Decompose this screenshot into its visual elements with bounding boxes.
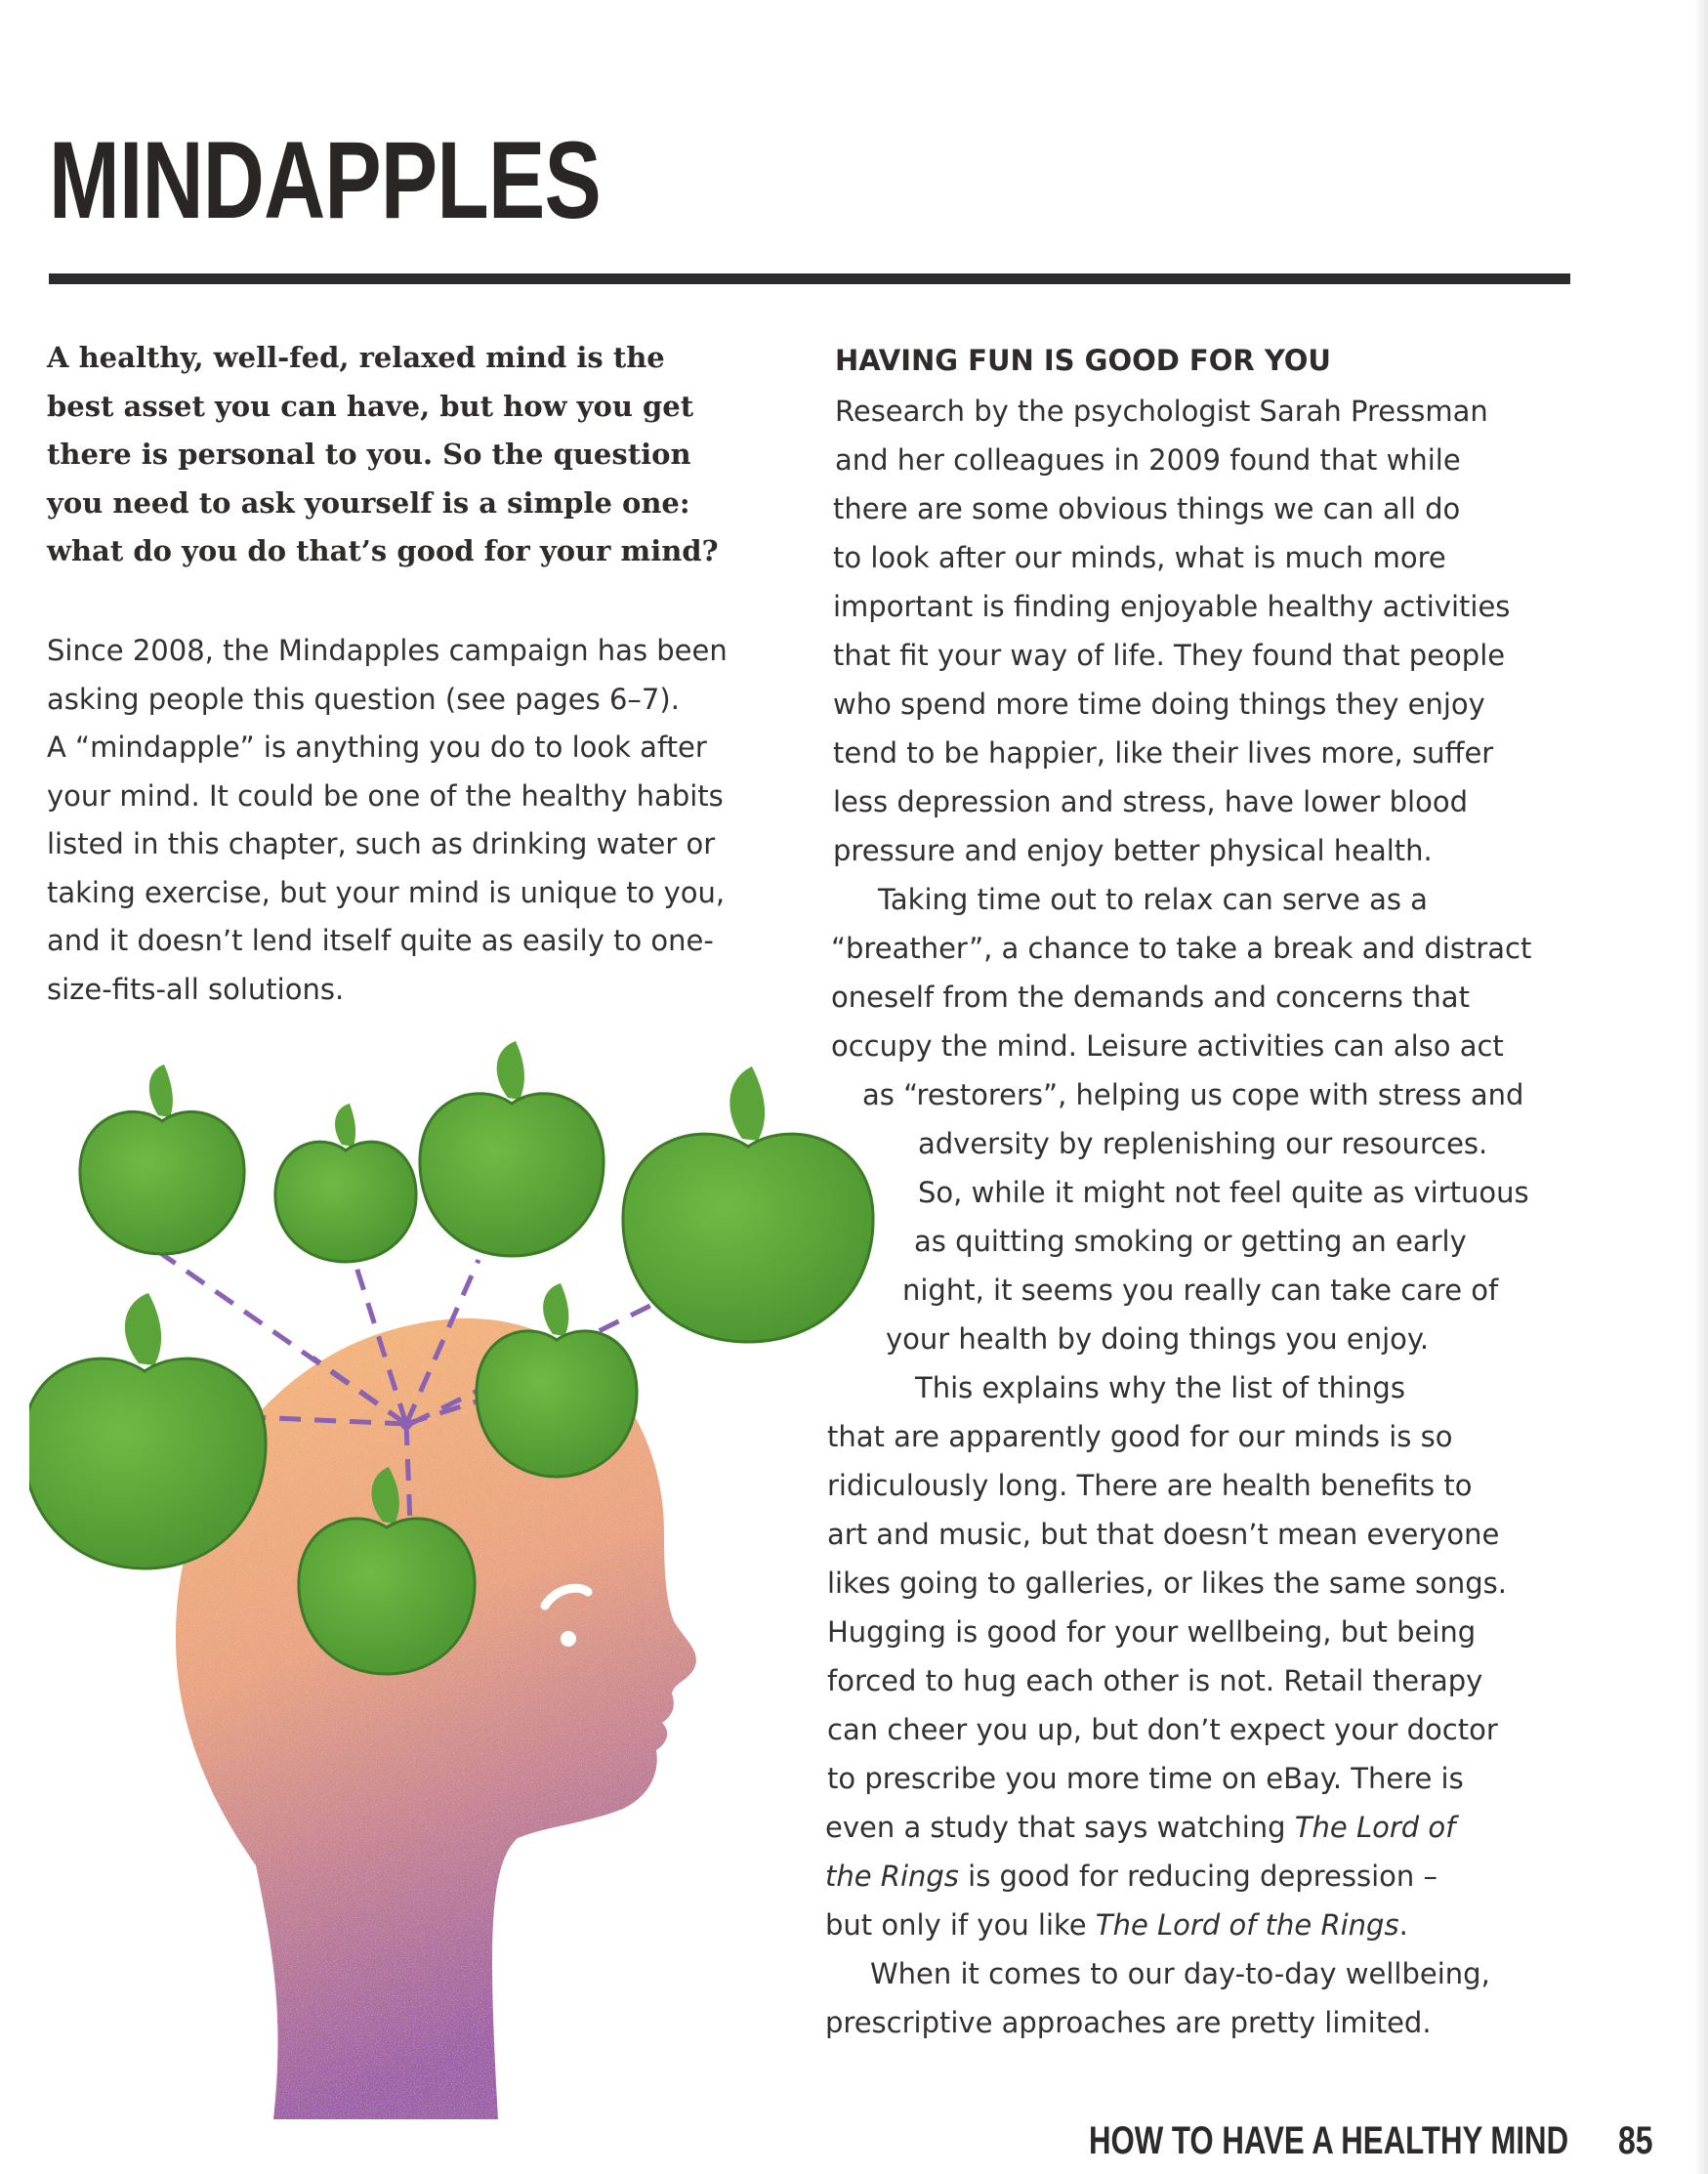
body-line [825, 1857, 1437, 1896]
body-line: important is finding enjoyable healthy activities [833, 590, 1511, 623]
body-line: adversity by replenishing our resources. [918, 1127, 1488, 1160]
page-title: MINDAPPLES [49, 119, 601, 241]
apple-icon [275, 1104, 416, 1262]
title-rule [49, 273, 1570, 284]
page-number: 85 [1618, 2119, 1653, 2162]
body-line: and it doesn’t lend itself quite as easily to one- [47, 924, 714, 957]
body-line: When it comes to our day-to-day wellbeing, [870, 1957, 1490, 1990]
lead-line: there is personal to you. So the question [47, 438, 691, 471]
running-footer-title: HOW TO HAVE A HEALTHY MIND [1089, 2119, 1569, 2162]
body-line: ridiculously long. There are health benefits to [827, 1469, 1473, 1502]
apple-icon [477, 1283, 637, 1477]
body-line: your health by doing things you enjoy. [886, 1322, 1430, 1356]
body-line: tend to be happier, like their lives more, suffer [833, 736, 1494, 770]
body-line: who spend more time doing things they enjoy [833, 688, 1485, 721]
apple-icon [623, 1066, 873, 1342]
body-text: but only if you like [825, 1908, 1096, 1942]
body-line: Research by the psychologist Sarah Pressman [835, 395, 1488, 428]
body-line: Taking time out to relax can serve as a [878, 883, 1428, 916]
body-line: taking exercise, but your mind is unique to you, [47, 875, 726, 909]
body-line: A “mindapple” is anything you do to look after [47, 731, 707, 764]
body-line [825, 1808, 1455, 1847]
body-line: “breather”, a chance to take a break and distract [831, 932, 1532, 965]
lead-line: best asset you can have, but how you get [47, 389, 694, 423]
body-line: forced to hug each other is not. Retail therapy [827, 1664, 1483, 1697]
body-line: to look after our minds, what is much more [833, 541, 1446, 574]
book-title-italic: The Lord of the Rings [1095, 1908, 1399, 1942]
body-line: size-fits-all solutions. [47, 972, 345, 1006]
lead-line: you need to ask yourself is a simple one: [47, 485, 690, 520]
lead-paragraph [47, 334, 770, 576]
body-line: listed in this chapter, such as drinking water or [47, 827, 716, 860]
body-line: that fit your way of life. They found that people [833, 639, 1506, 672]
apple-icon [80, 1065, 244, 1254]
body-line: This explains why the list of things [915, 1371, 1405, 1404]
apple-icon [420, 1041, 604, 1256]
lead-line: what do you do that’s good for your mind? [47, 534, 719, 567]
book-title-italic: The Lord of [1294, 1811, 1456, 1844]
body-line: occupy the mind. Leisure activities can also act [831, 1029, 1504, 1063]
body-line: as quitting smoking or getting an early [914, 1225, 1467, 1258]
body-line: and her colleagues in 2009 found that while [835, 443, 1461, 477]
body-line: asking people this question (see pages 6–7). [47, 682, 680, 716]
body-text: is good for reducing depression – [958, 1860, 1437, 1893]
body-line: art and music, but that doesn’t mean everyone [827, 1518, 1500, 1551]
body-line: as “restorers”, helping us cope with stress and [862, 1078, 1524, 1111]
body-line: So, while it might not feel quite as virtuous [918, 1176, 1529, 1209]
body-line: less depression and stress, have lower blood [833, 785, 1469, 818]
body-line: Since 2008, the Mindapples campaign has been [47, 634, 728, 667]
body-line: that are apparently good for our minds is so [827, 1420, 1453, 1453]
body-line: to prescribe you more time on eBay. There is [827, 1762, 1464, 1795]
body-text: even a study that says watching [825, 1811, 1295, 1844]
book-title-italic: the Rings [825, 1860, 959, 1893]
body-line: oneself from the demands and concerns that [831, 981, 1470, 1014]
lead-line: A healthy, well-fed, relaxed mind is the [47, 341, 665, 374]
body-text: . [1398, 1908, 1408, 1942]
apple-icon [29, 1293, 266, 1568]
section-subhead: HAVING FUN IS GOOD FOR YOU [835, 344, 1331, 377]
eye-dot [561, 1631, 576, 1647]
body-line: Hugging is good for your wellbeing, but being [827, 1615, 1477, 1649]
body-line [825, 1905, 1408, 1944]
body-line: can cheer you up, but don’t expect your doctor [827, 1713, 1498, 1746]
body-line: your mind. It could be one of the healthy habits [47, 778, 724, 813]
head-with-apples-illustration [29, 1006, 889, 2139]
body-line: there are some obvious things we can all do [833, 492, 1461, 525]
body-line: prescriptive approaches are pretty limited. [825, 2006, 1432, 2039]
idea-spark [400, 1418, 412, 1430]
body-line: pressure and enjoy better physical health. [833, 834, 1433, 867]
body-line: night, it seems you really can take care of [902, 1274, 1499, 1307]
left-body-paragraph [47, 627, 789, 1014]
body-line: likes going to galleries, or likes the same songs. [827, 1567, 1507, 1600]
page-edge-shadow [1694, 0, 1708, 2174]
